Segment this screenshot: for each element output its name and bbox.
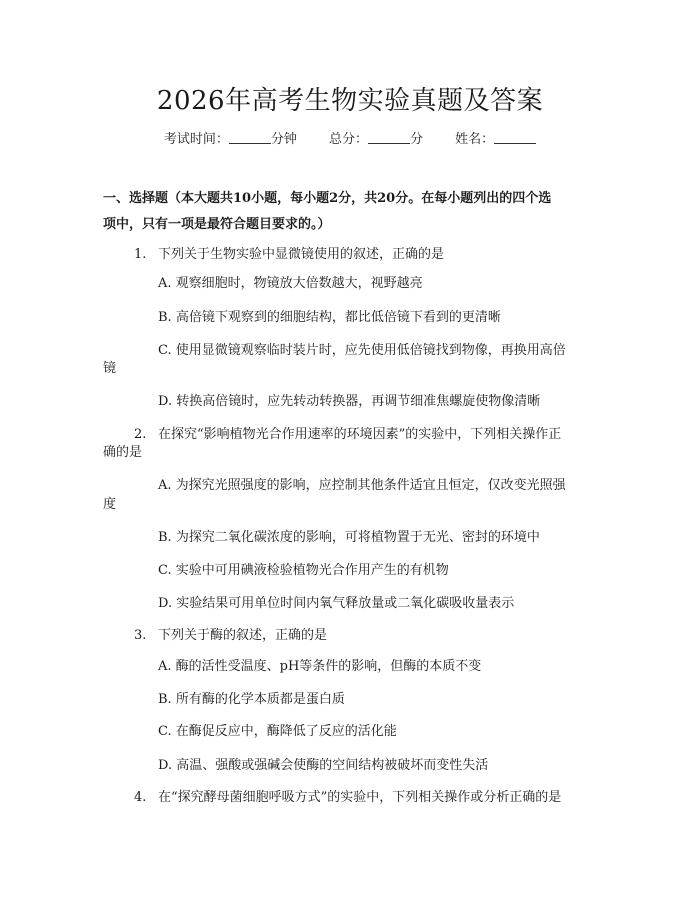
question-text: 在探究“影响植物光合作用速率的环境因素”的实验中，下列相关操作正: [158, 427, 562, 442]
question-2-option-d: D. 实验结果可用单位时间内氧气释放量或二氧化碳吸收量表示: [158, 596, 515, 611]
question-2-option-a-wrap: 度: [103, 497, 117, 512]
question-text: 在“探究酵母菌细胞呼吸方式”的实验中，下列相关操作或分析正确的是: [158, 790, 562, 805]
question-number: 1.: [134, 247, 147, 262]
name-label: 姓名：: [455, 132, 495, 147]
question-3-option-d: D. 高温、强酸或强碱会使酶的空间结构被破坏而变性失活: [158, 758, 489, 773]
section-heading: [103, 186, 593, 238]
question-text: 下列关于生物实验中显微镜使用的叙述，正确的是: [158, 247, 445, 262]
question-1-option-c-wrap: 镜: [103, 361, 117, 376]
question-3-option-c: C. 在酶促反应中，酶降低了反应的活化能: [158, 724, 397, 739]
score-label: 总分：: [328, 132, 368, 147]
question-4-stem: [134, 788, 561, 808]
question-3-option-b: B. 所有酶的化学本质都是蛋白质: [158, 692, 345, 707]
page-title: 2026年高考生物实验真题及答案: [156, 86, 544, 116]
exam-info-row: [0, 130, 700, 150]
question-1-option-c: C. 使用显微镜观察临时装片时，应先使用低倍镜找到物像，再换用高倍: [158, 343, 566, 358]
question-2-stem: [134, 425, 561, 445]
time-blank: [229, 131, 271, 144]
question-3-stem: [134, 626, 327, 646]
question-2-option-c: C. 实验中可用碘液检验植物光合作用产生的有机物: [158, 563, 449, 578]
score-unit: 分: [410, 132, 424, 147]
question-number: 4.: [134, 790, 147, 805]
student-name-field: [455, 132, 536, 147]
question-number: 2.: [134, 427, 147, 442]
question-1-option-b: B. 高倍镜下观察到的细胞结构，都比低倍镜下看到的更清晰: [158, 310, 501, 325]
section-heading-line-2: 项中，只有一项是最符合题目要求的。）: [103, 217, 331, 232]
question-1-option-d: D. 转换高倍镜时，应先转动转换器，再调节细准焦螺旋使物像清晰: [158, 394, 541, 409]
section-heading-line-1: 一、选择题（本大题共10小题，每小题2分，共20分。在每小题列出的四个选: [103, 191, 552, 206]
question-2-option-b: B. 为探究二氧化碳浓度的影响，可将植物置于无光、密封的环境中: [158, 530, 540, 545]
question-1-stem: [134, 245, 444, 265]
name-blank: [494, 131, 536, 144]
total-score-field: [329, 132, 427, 147]
question-2-stem-wrap: 确的是: [103, 445, 143, 460]
question-2-option-a: A. 为探究光照强度的影响，应控制其他条件适宜且恒定，仅改变光照强: [158, 478, 566, 493]
question-text: 下列关于酶的叙述，正确的是: [158, 628, 328, 643]
question-3-option-a: A. 酶的活性受温度、pH等条件的影响，但酶的本质不变: [158, 659, 482, 674]
time-label: 考试时间：: [163, 132, 229, 147]
question-number: 3.: [134, 628, 147, 643]
question-1-option-a: A. 观察细胞时，物镜放大倍数越大，视野越亮: [158, 276, 423, 291]
exam-time-field: [164, 132, 301, 147]
score-blank: [368, 131, 410, 144]
time-unit: 分钟: [270, 132, 297, 147]
